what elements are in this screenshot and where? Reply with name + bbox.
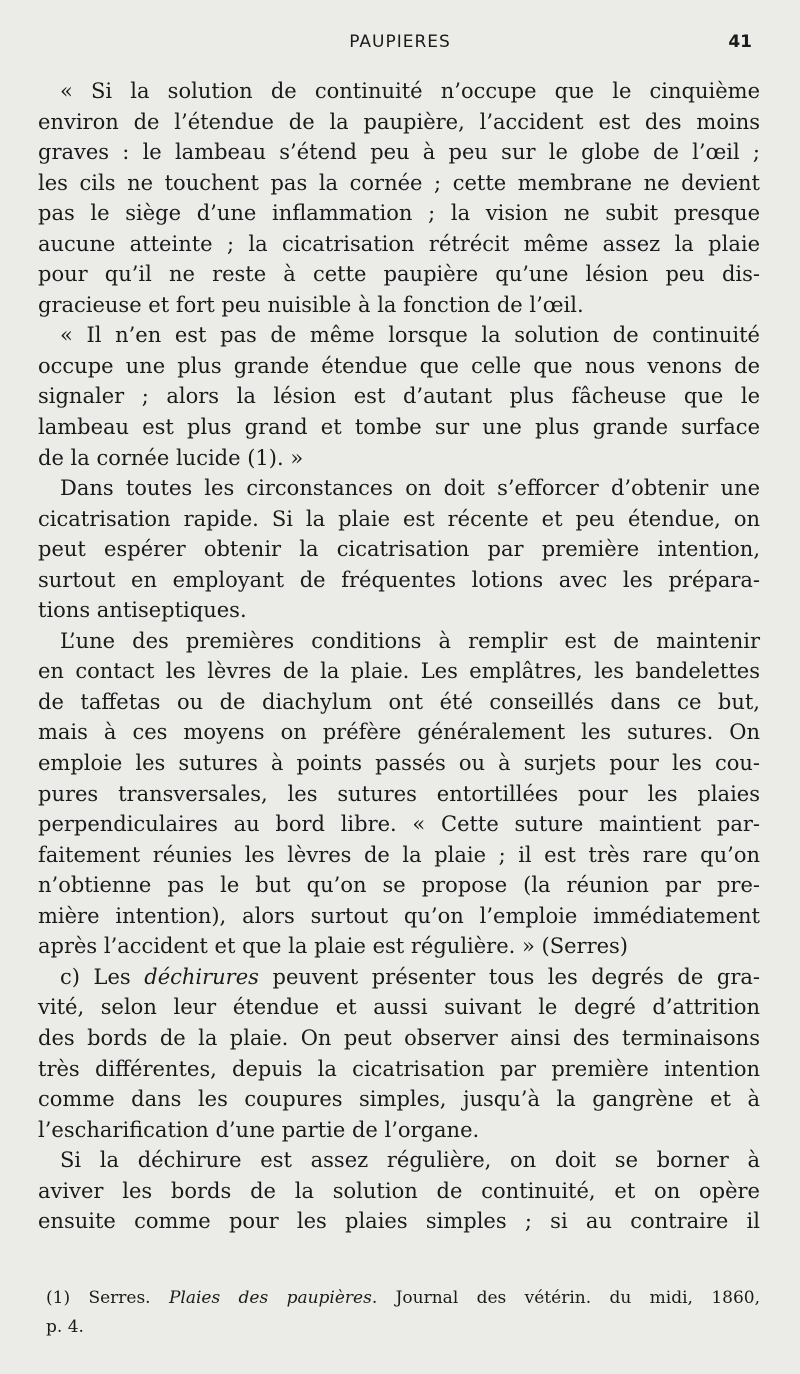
text-line: les cils ne touchent pas la cornée ; cette membrane ne devient [38,170,760,195]
text-line: occupe une plus grande étendue que celle que nous venons de [38,353,760,378]
text-line: gracieuse et fort peu nuisible à la fonction de l’œil. [38,292,584,317]
text-line: signaler ; alors la lésion est d’autant plus fâcheuse que le [38,384,760,409]
text-segment: peuvent présenter tous les degrés de gra- [258,964,760,989]
text-line [38,962,760,993]
text-line: L’une des premières conditions à remplir est de maintenir [60,628,760,653]
text-line: comme dans les coupures simples, jusqu’à la gangrène et à [38,1087,760,1112]
text-line: mière intention), alors surtout qu’on l’emploie immédiatement [38,903,760,928]
body-text [38,76,760,1237]
text-line: Dans toutes les circonstances on doit s’efforcer d’obtenir une [60,476,760,501]
text-line: des bords de la plaie. On peut observer ainsi des terminaisons [38,1025,760,1050]
text-line: en contact les lèvres de la plaie. Les emplâtres, les bandelettes [38,659,760,684]
page-number: 41 [728,32,752,52]
text-line: de taffetas ou de diachylum ont été conseillés dans ce but, [38,689,760,714]
text-line: cicatrisation rapide. Si la plaie est récente et peu étendue, on [38,506,760,531]
footnote-rest: . Journal des vétérin. du midi, 1860, [371,1288,760,1308]
text-line: l’escharification d’une partie de l’organe. [38,1117,480,1142]
text-line: pas le siège d’une inflammation ; la vision ne subit presque [38,201,760,226]
text-line: de la cornée lucide (1). » [38,445,304,470]
italic-term: déchirures [144,964,259,989]
text-line: lambeau est plus grand et tombe sur une plus grande surface [38,415,760,440]
text-line: aucune atteinte ; la cicatrisation rétrécit même assez la plaie [38,231,760,256]
footnote [46,1284,760,1342]
running-title: PAUPIERES [349,32,451,52]
text-line: environ de l’étendue de la paupière, l’accident est des moins [38,109,760,134]
running-header [0,32,800,58]
text-line: aviver les bords de la solution de continuité, et on opère [38,1178,760,1203]
text-line: surtout en employant de fréquentes lotions avec les prépara- [38,567,760,592]
text-line: graves : le lambeau s’étend peu à peu sur le globe de l’œil ; [38,140,760,165]
text-line: tions antiseptiques. [38,598,247,623]
footnote-line: p. 4. [46,1317,84,1337]
text-line: peut espérer obtenir la cicatrisation par première intention, [38,537,760,562]
text-line: ensuite comme pour les plaies simples ; si au contraire il [38,1209,760,1234]
footnote-line [46,1284,760,1313]
text-line: très différentes, depuis la cicatrisation par première intention [38,1056,760,1081]
text-line: mais à ces moyens on préfère généralement les sutures. On [38,720,760,745]
footnote-title: Plaies des paupières [168,1288,372,1308]
text-segment: c) Les [60,964,145,989]
text-line: vité, selon leur étendue et aussi suivant le degré d’attrition [38,995,760,1020]
text-line: « Il n’en est pas de même lorsque la solution de continuité [60,323,760,348]
text-line: après l’accident et que la plaie est régulière. » (Serres) [38,934,628,959]
text-line: perpendiculaires au bord libre. « Cette suture maintient par- [38,812,760,837]
text-line: n’obtienne pas le but qu’on se propose (la réunion par pre- [38,873,760,898]
text-line: Si la déchirure est assez régulière, on doit se borner à [60,1148,760,1173]
text-line: pures transversales, les sutures entortillées pour les plaies [38,781,760,806]
footnote-marker: (1) Serres. [46,1288,169,1308]
text-line: « Si la solution de continuité n’occupe que le cinquième [60,79,760,103]
text-line: faitement réunies les lèvres de la plaie ; il est très rare qu’on [38,842,760,867]
text-line: emploie les sutures à points passés ou à surjets pour les cou- [38,751,760,776]
text-line: pour qu’il ne reste à cette paupière qu’une lésion peu dis- [38,262,760,287]
